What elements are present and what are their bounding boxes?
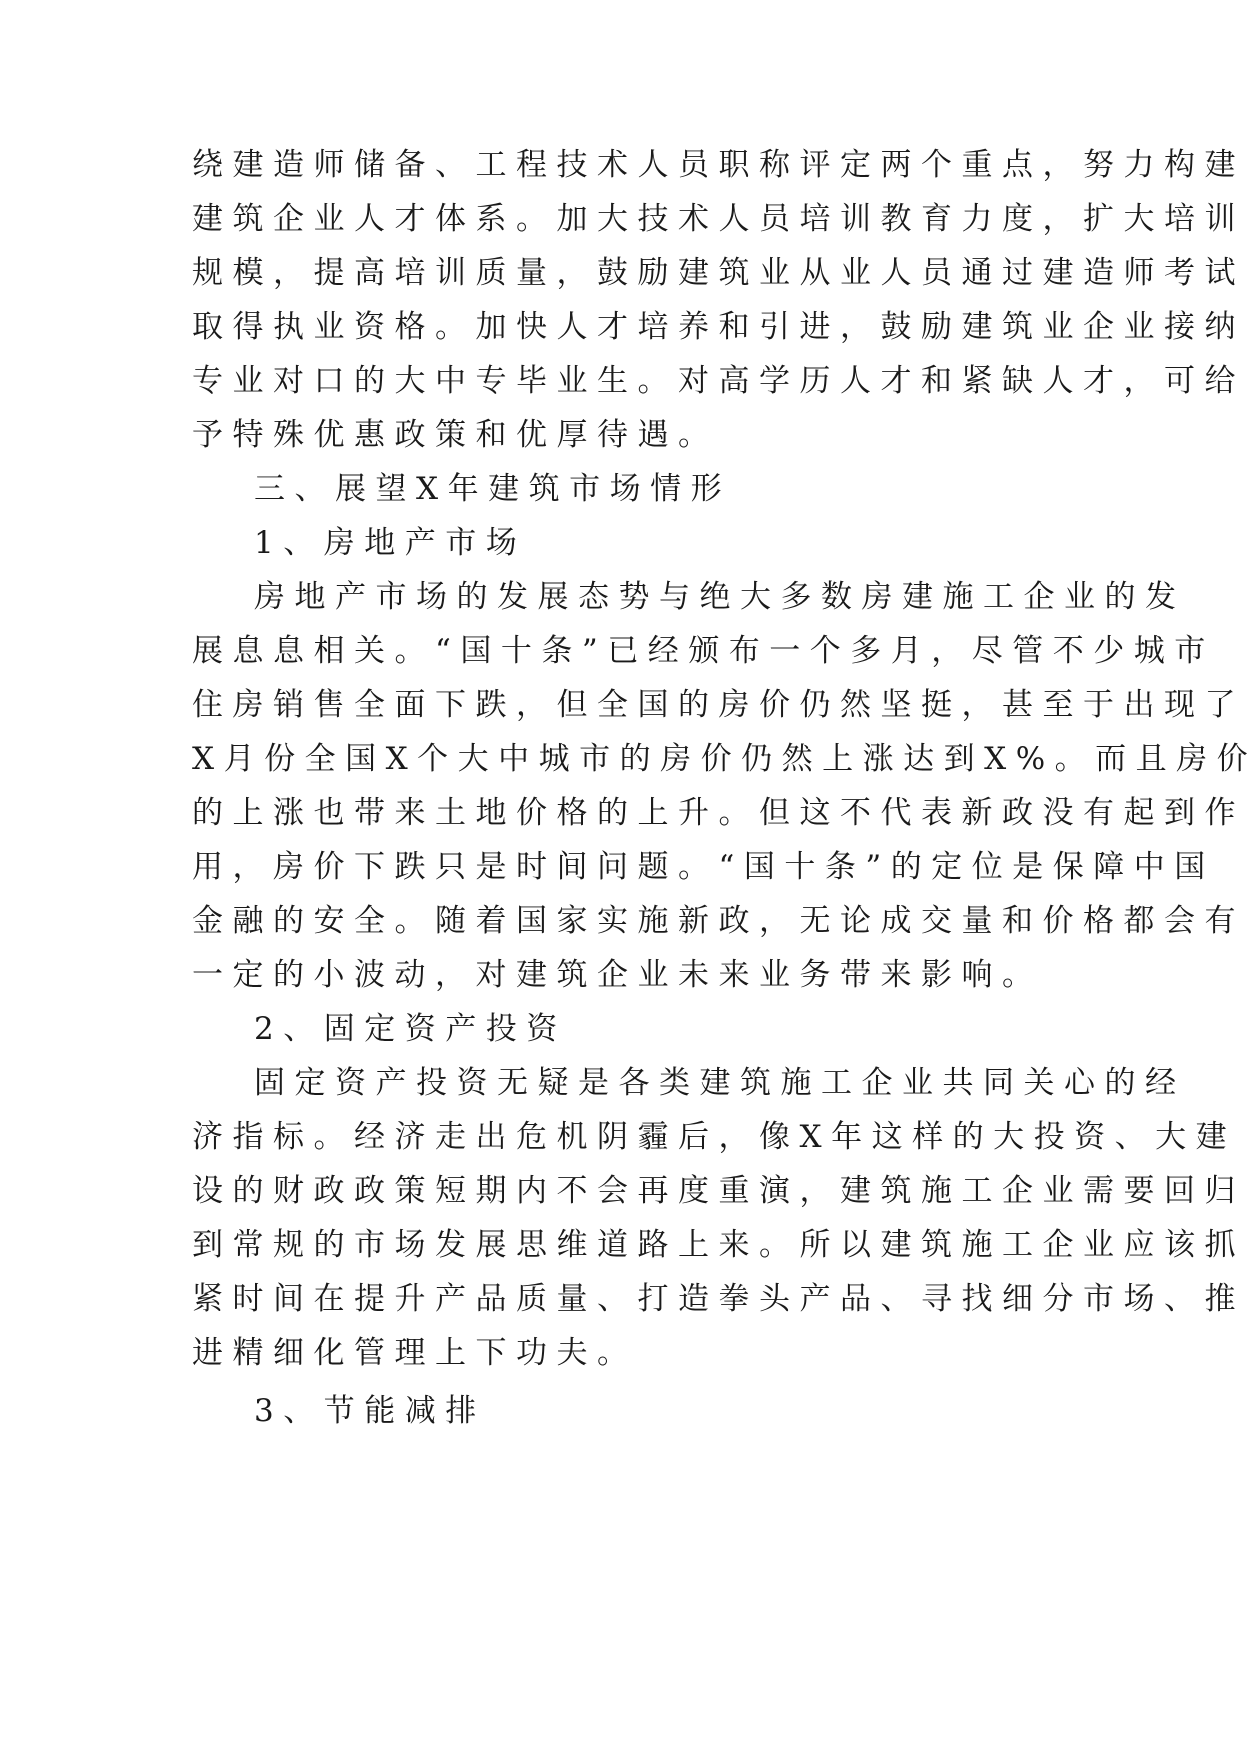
paragraph-line: 金融的安全。随着国家实施新政，无论成交量和价格都会有 xyxy=(192,903,1245,939)
paragraph-line: X月份全国X个大中城市的房价仍然上涨达到X%。而且房价 xyxy=(192,741,1257,777)
paragraph-line: 一定的小波动，对建筑企业未来业务带来影响。 xyxy=(192,957,1043,993)
paragraph-line: 济指标。经济走出危机阴霾后，像X年这样的大投资、大建 xyxy=(192,1119,1237,1155)
paragraph-line: 建筑企业人才体系。加大技术人员培训教育力度，扩大培训 xyxy=(192,201,1245,237)
paragraph-line: 绕建造师储备、工程技术人员职称评定两个重点，努力构建 xyxy=(192,147,1245,183)
paragraph-line: 予特殊优惠政策和优厚待遇。 xyxy=(192,417,719,453)
paragraph-line: 设的财政政策短期内不会再度重演，建筑施工企业需要回归 xyxy=(192,1173,1245,1209)
paragraph-line: 紧时间在提升产品质量、打造拳头产品、寻找细分市场、推 xyxy=(192,1281,1245,1317)
paragraph-line: 进精细化管理上下功夫。 xyxy=(192,1335,638,1371)
paragraph-line: 用，房价下跌只是时间问题。“国十条”的定位是保障中国 xyxy=(192,849,1215,885)
paragraph-line: 专业对口的大中专毕业生。对高学历人才和紧缺人才，可给 xyxy=(192,363,1245,399)
subsection-heading: 2、固定资产投资 xyxy=(254,1011,567,1047)
paragraph-line: 展息息相关。“国十条”已经颁布一个多月，尽管不少城市 xyxy=(192,633,1215,669)
subsection-heading: 3、节能减排 xyxy=(254,1393,486,1429)
paragraph-line: 取得执业资格。加快人才培养和引进，鼓励建筑业企业接纳 xyxy=(192,309,1245,345)
subsection-heading: 1、房地产市场 xyxy=(254,525,527,561)
paragraph-line: 固定资产投资无疑是各类建筑施工企业共同关心的经 xyxy=(254,1065,1186,1101)
paragraph-line: 的上涨也带来土地价格的上升。但这不代表新政没有起到作 xyxy=(192,795,1245,831)
paragraph-line: 规模，提高培训质量，鼓励建筑业从业人员通过建造师考试 xyxy=(192,255,1245,291)
paragraph-line: 住房销售全面下跌，但全国的房价仍然坚挺，甚至于出现了 xyxy=(192,687,1245,723)
paragraph-line: 到常规的市场发展思维道路上来。所以建筑施工企业应该抓 xyxy=(192,1227,1245,1263)
paragraph-line: 房地产市场的发展态势与绝大多数房建施工企业的发 xyxy=(254,579,1186,615)
section-heading: 三、展望X年建筑市场情形 xyxy=(254,471,732,507)
